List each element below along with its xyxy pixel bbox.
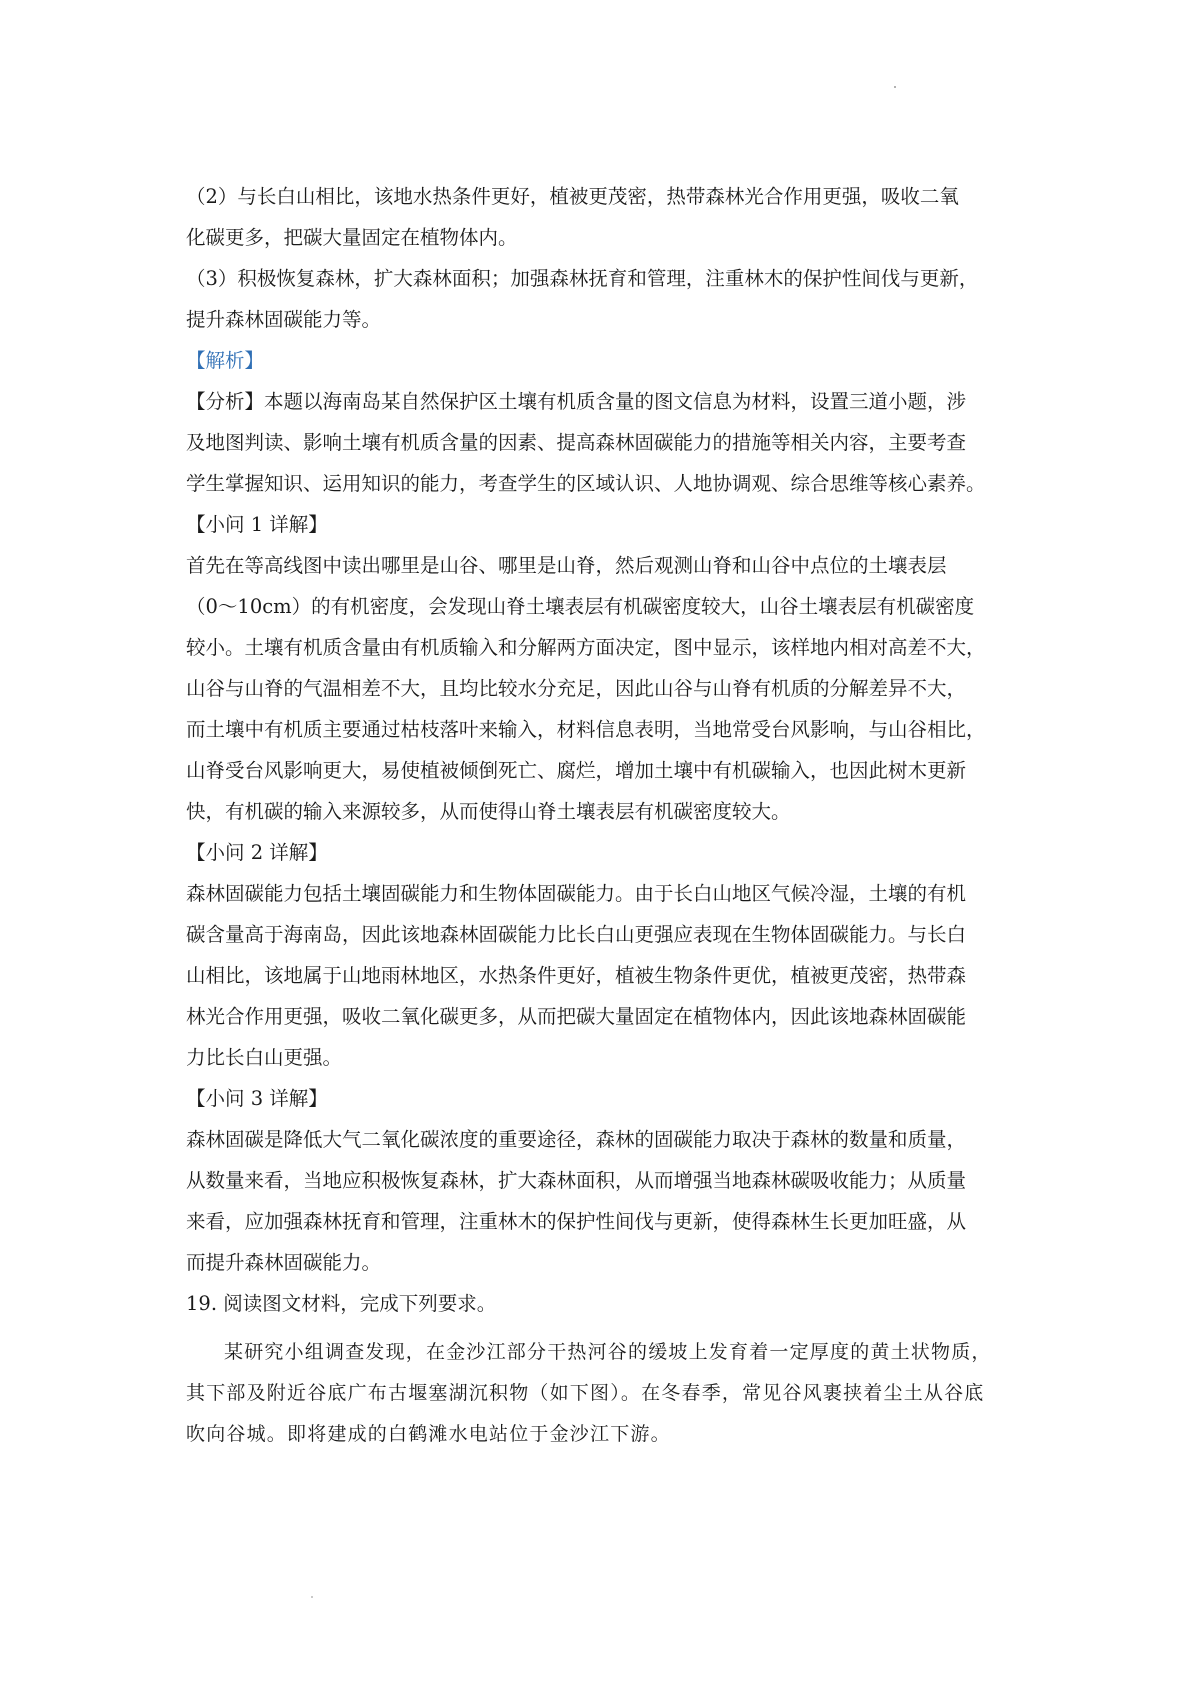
analysis-heading: 【解析】 xyxy=(186,349,265,372)
answer-3-line-1: （3）积极恢复森林，扩大森林面积；加强森林抚育和管理，注重林木的保护性间伐与更新， xyxy=(186,267,979,290)
q1-line: 山脊受台风影响更大，易使植被倾倒死亡、腐烂，增加土壤中有机碳输入，也因此树木更新 xyxy=(186,759,967,782)
answer-3-line-2: 提升森林固碳能力等。 xyxy=(186,308,382,331)
analysis-fenxi-line-1: 【分析】本题以海南岛某自然保护区土壤有机质含量的图文信息为材料，设置三道小题，涉 xyxy=(186,390,967,413)
q1-heading: 【小问 1 详解】 xyxy=(186,513,328,536)
q1-line: （0～10cm）的有机密度，会发现山脊土壤表层有机碳密度较大，山谷土壤表层有机碳密度 xyxy=(186,595,975,618)
question-19-title: 19. 阅读图文材料，完成下列要求。 xyxy=(186,1292,497,1315)
scan-dot-bottom xyxy=(311,1596,313,1598)
question-19-material-line: 吹向谷城。即将建成的白鹤滩水电站位于金沙江下游。 xyxy=(186,1423,671,1445)
analysis-fenxi-line-2: 及地图判读、影响土壤有机质含量的因素、提高森林固碳能力的措施等相关内容，主要考查 xyxy=(186,431,967,454)
q2-heading: 【小问 2 详解】 xyxy=(186,841,328,864)
q1-line: 而土壤中有机质主要通过枯枝落叶来输入，材料信息表明，当地常受台风影响，与山谷相比， xyxy=(186,718,986,741)
q1-line: 首先在等高线图中读出哪里是山谷、哪里是山脊，然后观测山脊和山谷中点位的土壤表层 xyxy=(186,554,947,577)
spacer xyxy=(186,1324,1026,1332)
q1-line: 快，有机碳的输入来源较多，从而使得山脊土壤表层有机碳密度较大。 xyxy=(186,800,791,823)
answer-2-line-1: （2）与长白山相比，该地水热条件更好，植被更茂密，热带森林光合作用更强，吸收二氧 xyxy=(186,185,959,208)
question-19-material-line: 其下部及附近谷底广布古堰塞湖沉积物（如下图）。在冬春季，常见谷风裹挟着尘土从谷底 xyxy=(186,1382,985,1404)
q3-line: 森林固碳是降低大气二氧化碳浓度的重要途径，森林的固碳能力取决于森林的数量和质量， xyxy=(186,1128,967,1151)
q2-line: 碳含量高于海南岛，因此该地森林固碳能力比长白山更强应表现在生物体固碳能力。与长白 xyxy=(186,923,967,946)
q1-line: 山谷与山脊的气温相差不大，且均比较水分充足，因此山谷与山脊有机质的分解差异不大， xyxy=(186,677,967,700)
q3-line: 从数量来看，当地应积极恢复森林，扩大森林面积，从而增强当地森林碳吸收能力；从质量 xyxy=(186,1169,967,1192)
question-19-material-line: 某研究小组调查发现，在金沙江部分干热河谷的缓坡上发育着一定厚度的黄土状物质， xyxy=(224,1341,992,1363)
q3-line: 而提升森林固碳能力。 xyxy=(186,1251,382,1274)
q2-line: 森林固碳能力包括土壤固碳能力和生物体固碳能力。由于长白山地区气候冷湿，土壤的有机 xyxy=(186,882,967,905)
q2-line: 山相比，该地属于山地雨林地区，水热条件更好，植被生物条件更优，植被更茂密，热带森 xyxy=(186,964,967,987)
q2-line: 林光合作用更强，吸收二氧化碳更多，从而把碳大量固定在植物体内，因此该地森林固碳能 xyxy=(186,1005,967,1028)
q2-line: 力比长白山更强。 xyxy=(186,1046,343,1069)
q1-line: 较小。土壤有机质含量由有机质输入和分解两方面决定，图中显示，该样地内相对高差不大， xyxy=(186,636,986,659)
document-page xyxy=(186,176,1026,1455)
answer-2-line-2: 化碳更多，把碳大量固定在植物体内。 xyxy=(186,226,518,249)
analysis-fenxi-line-3: 学生掌握知识、运用知识的能力，考查学生的区域认识、人地协调观、综合思维等核心素养。 xyxy=(186,472,986,495)
q3-line: 来看，应加强森林抚育和管理，注重林木的保护性间伐与更新，使得森林生长更加旺盛，从 xyxy=(186,1210,967,1233)
scan-dot-top xyxy=(894,86,896,88)
q3-heading: 【小问 3 详解】 xyxy=(186,1087,328,1110)
